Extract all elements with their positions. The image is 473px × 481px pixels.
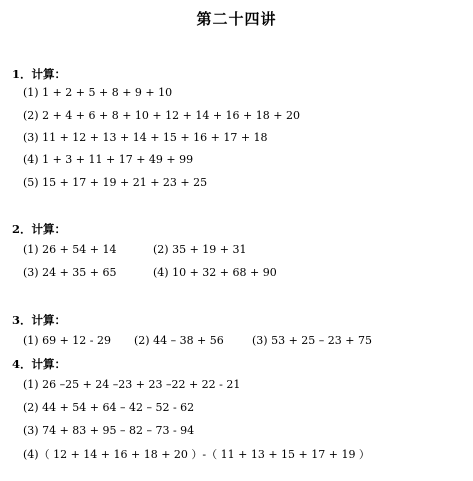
section-2-problem-2: (2) 35 + 19 + 31 xyxy=(153,243,247,256)
section-3-problem-1: (1) 69 + 12 - 29 xyxy=(23,334,111,347)
section-1-problem-3: (3) 11 + 12 + 13 + 14 + 15 + 16 + 17 + 18 xyxy=(23,131,268,144)
section-4-problem-4: (4)（ 12 + 14 + 16 + 18 + 20 ）-（ 11 + 13 + 15 + 17 + 19 ） xyxy=(23,448,370,461)
section-2-problem-1: (1) 26 + 54 + 14 xyxy=(23,243,117,256)
section-4-problem-3: (3) 74 + 83 + 95 – 82 – 73 - 94 xyxy=(23,424,195,437)
section-4-problem-1: (1) 26 –25 + 24 –23 + 23 –22 + 22 - 21 xyxy=(23,378,241,391)
section-3-heading: 3．计算： xyxy=(12,313,67,327)
section-2-problem-4: (4) 10 + 32 + 68 + 90 xyxy=(153,266,277,279)
section-4-heading: 4．计算： xyxy=(12,357,67,371)
section-2-heading: 2．计算： xyxy=(12,222,67,236)
section-2-problem-3: (3) 24 + 35 + 65 xyxy=(23,266,117,279)
section-1-problem-1: (1) 1 + 2 + 5 + 8 + 9 + 10 xyxy=(23,86,173,99)
section-1-problem-2: (2) 2 + 4 + 6 + 8 + 10 + 12 + 14 + 16 + 18 + 20 xyxy=(23,109,300,122)
page-title: 第二十四讲 xyxy=(196,10,277,28)
section-3-problem-2: (2) 44 – 38 + 56 xyxy=(134,334,224,347)
section-4-problem-2: (2) 44 + 54 + 64 – 42 – 52 - 62 xyxy=(23,401,195,414)
section-1-problem-5: (5) 15 + 17 + 19 + 21 + 23 + 25 xyxy=(23,176,208,189)
section-1-heading: 1．计算： xyxy=(12,67,67,81)
section-1-problem-4: (4) 1 + 3 + 11 + 17 + 49 + 99 xyxy=(23,153,194,166)
section-3-problem-3: (3) 53 + 25 – 23 + 75 xyxy=(252,334,372,347)
